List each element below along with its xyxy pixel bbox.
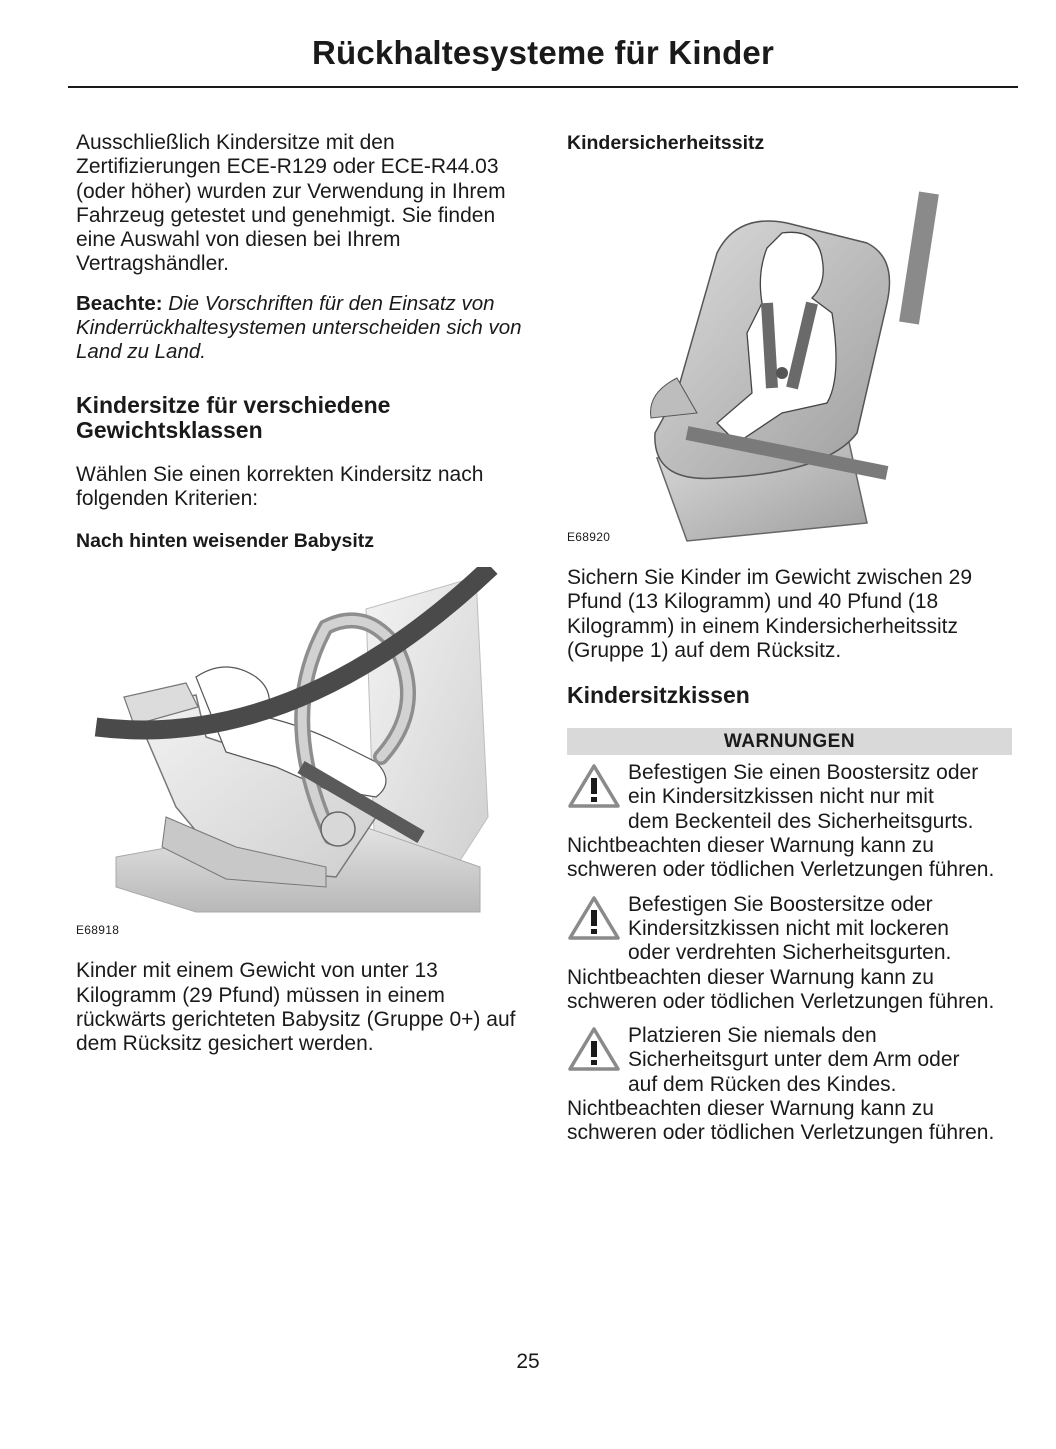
baby-seat-illustration <box>76 567 522 945</box>
warning-line: dem Beckenteil des Sicherheitsgurts. <box>628 809 974 833</box>
warning-item <box>567 893 1012 1014</box>
warning-line: auf dem Rücken des Kindes. <box>628 1072 897 1096</box>
page-number: 25 <box>516 1350 540 1373</box>
figure-child-safety-seat <box>567 163 1012 548</box>
figure-rear-facing-baby-seat <box>76 567 522 945</box>
title-divider <box>68 86 1018 88</box>
warning-line: Kindersitzkissen nicht mit lockeren <box>628 916 949 940</box>
note-paragraph <box>76 292 522 365</box>
right-column <box>567 131 1012 1156</box>
criteria-paragraph: Wählen Sie einen korrekten Kindersitz nach folgenden Kriterien: <box>76 462 484 510</box>
warning-triangle-icon <box>567 763 621 809</box>
intro-paragraph: Ausschließlich Kindersitze mit den Zertifizierungen ECE-R129 oder ECE-R44.03 (oder höher) wurden zur Verwendung in Ihrem Fahrzeug getestet und genehmigt. Sie finden eine Auswahl von diesen bei Ihrem Vertragshändler. <box>76 131 506 276</box>
warning-triangle-icon <box>567 895 621 941</box>
note-text: Die Vorschriften für den Einsatz von Kinderrückhaltesystemen unterscheiden sich von Land zu Land. <box>76 291 522 364</box>
warning-consequence: Nichtbeachten dieser Warnung kann zu schweren oder tödlichen Verletzungen führen. <box>567 834 995 882</box>
rear-facing-description: Kinder mit einem Gewicht von unter 13 Kilogramm (29 Pfund) müssen in einem rückwärts gerichteten Babysitz (Gruppe 0+) auf dem Rücksitz gesichert werden. <box>76 959 516 1056</box>
note-label: Beachte: <box>76 291 163 315</box>
page-title: Rückhaltesysteme für Kinder <box>311 34 775 71</box>
warning-item <box>567 761 1012 882</box>
sub-heading-rear-facing: Nach hinten weisender Babysitz <box>76 530 374 553</box>
left-column <box>76 131 522 1071</box>
warning-line: Sicherheitsgurt unter dem Arm oder <box>628 1048 960 1072</box>
warning-consequence: Nichtbeachten dieser Warnung kann zu schweren oder tödlichen Verletzungen führen. <box>567 965 995 1013</box>
warning-triangle-icon <box>567 1026 621 1072</box>
section-heading-weight-classes: Kindersitze für verschiedene Gewichtsklassen <box>76 391 391 443</box>
figure-code: E68918 <box>76 923 120 938</box>
warning-consequence: Nichtbeachten dieser Warnung kann zu schweren oder tödlichen Verletzungen führen. <box>567 1097 995 1145</box>
warning-line: oder verdrehten Sicherheitsgurten. <box>628 941 952 965</box>
figure-code: E68920 <box>567 530 611 544</box>
section-heading-booster-cushion: Kindersitzkissen <box>567 682 750 709</box>
warning-line: Befestigen Sie einen Boostersitz oder <box>628 761 979 785</box>
warning-item <box>567 1024 1012 1145</box>
warnings-header: WARNUNGEN <box>567 728 1012 755</box>
sub-heading-child-safety-seat: Kindersicherheitssitz <box>567 132 765 154</box>
warning-line: ein Kindersitzkissen nicht nur mit <box>628 785 934 809</box>
warning-line: Befestigen Sie Boostersitze oder <box>628 892 933 916</box>
child-safety-seat-illustration <box>567 163 1012 548</box>
child-safety-seat-description: Sichern Sie Kinder im Gewicht zwischen 29 Pfund (13 Kilogramm) und 40 Pfund (18 Kilogramm) in einem Kindersicherheitssitz (Gruppe 1) auf dem Rücksitz. <box>567 566 973 662</box>
warning-line: Platzieren Sie niemals den <box>628 1024 877 1048</box>
